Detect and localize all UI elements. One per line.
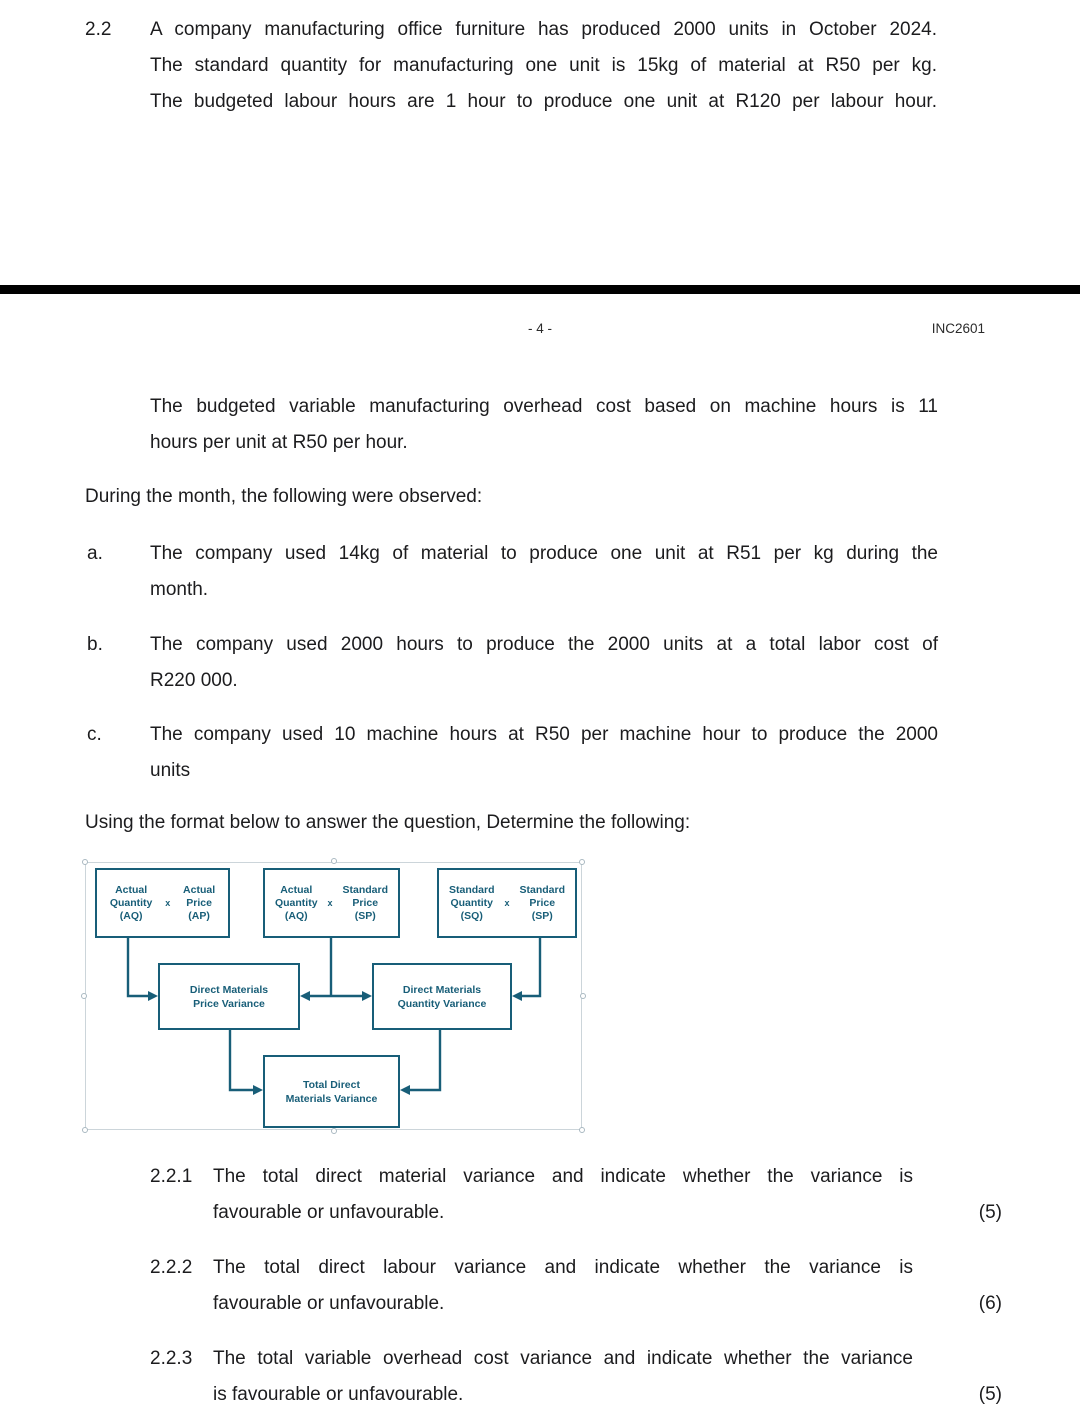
variance-diagram (85, 862, 582, 1130)
intro-line: The standard quantity for manufacturing one unit is 15kg of material at R50 per kg. (150, 55, 937, 76)
box-label-line: Direct Materials (402, 983, 482, 996)
box-label-line: (AP) (188, 909, 210, 922)
box-label-line: Price (352, 896, 379, 909)
box-label-line: Quantity (450, 896, 494, 909)
box-label-line: Price (529, 896, 556, 909)
question-number: 2.2.2 (150, 1257, 193, 1278)
intro-line: A company manufacturing office furniture has produced 2000 units in October 2024. (150, 19, 937, 40)
observed-intro: During the month, the following were observed: (85, 486, 483, 507)
question-marks: (5) (978, 1384, 1002, 1405)
diagram-box-total-variance (263, 1055, 400, 1128)
observation-line: month. (150, 579, 209, 600)
question-number: 2.2.3 (150, 1348, 193, 1369)
question-line: favourable or unfavourable. (213, 1293, 445, 1314)
page-break-divider (0, 285, 1080, 294)
box-label-line: Direct Materials (189, 983, 269, 996)
question-text (213, 1159, 913, 1231)
question-text (213, 1341, 913, 1413)
page-header (0, 321, 1080, 341)
box-label-line: Total Direct (303, 1078, 360, 1091)
box-label-line: (AQ) (284, 909, 308, 922)
box-label-line: Price Variance (193, 997, 265, 1010)
formula-right-operand (519, 884, 565, 923)
multiply-operator: x (327, 897, 333, 908)
box-label-line: Actual (183, 883, 216, 896)
box-label-line: Actual (115, 883, 148, 896)
box-label-line: (AQ) (119, 909, 143, 922)
overhead-line: The budgeted variable manufacturing overhead cost based on machine hours is 11 (150, 396, 938, 417)
observation-line: The company used 10 machine hours at R50 per machine hour to produce the 2000 (150, 724, 938, 745)
formula-left-operand (275, 884, 318, 923)
question-line: The total direct labour variance and indicate whether the variance is (213, 1257, 913, 1278)
formula-left-operand (449, 884, 495, 923)
question-2-2-1 (150, 1159, 1002, 1231)
observation-label-c: c. (87, 724, 102, 745)
multiply-operator: x (504, 897, 510, 908)
question-text (213, 1250, 913, 1322)
box-label-line: Actual (280, 883, 313, 896)
intro-paragraph (150, 12, 937, 120)
observation-b (150, 627, 938, 699)
observation-label-a: a. (87, 543, 103, 564)
question-line: is favourable or unfavourable. (213, 1384, 464, 1405)
question-marks: (5) (978, 1202, 1002, 1223)
box-label-line: Materials Variance (285, 1092, 378, 1105)
course-code: INC2601 (931, 321, 985, 336)
section-number: 2.2 (85, 19, 112, 40)
diagram-box-price-variance (158, 963, 300, 1030)
box-label-line: (SP) (354, 909, 376, 922)
box-label-line: Standard (342, 883, 389, 896)
diagram-box-quantity-variance (372, 963, 512, 1030)
question-2-2-3 (150, 1341, 1002, 1413)
box-label-line: (SQ) (460, 909, 483, 922)
formula-right-operand (343, 884, 389, 923)
observation-a (150, 536, 938, 608)
overhead-line: hours per unit at R50 per hour. (150, 432, 408, 453)
box-label-line: Standard (448, 883, 495, 896)
box-label-line: Standard (519, 883, 565, 896)
box-label-line: Quantity (109, 896, 153, 909)
question-line: favourable or unfavourable. (213, 1202, 445, 1223)
box-label-line: (SP) (531, 909, 553, 922)
observation-line: units (150, 760, 191, 781)
observation-label-b: b. (87, 634, 103, 655)
multiply-operator: x (165, 897, 171, 908)
intro-line: The budgeted labour hours are 1 hour to produce one unit at R120 per labour hour. (150, 91, 937, 112)
question-line: The total variable overhead cost variance and indicate whether the variance (213, 1348, 913, 1369)
observation-c (150, 717, 938, 789)
diagram-box-sq-sp (437, 868, 577, 938)
box-label-line: Quantity Variance (397, 997, 487, 1010)
observation-line: The company used 14kg of material to produce one unit at R51 per kg during the (150, 543, 938, 564)
observation-line: The company used 2000 hours to produce the 2000 units at a total labor cost of (150, 634, 938, 655)
overhead-paragraph (150, 389, 938, 461)
formula-right-operand (183, 884, 215, 923)
question-marks: (6) (978, 1293, 1002, 1314)
formula-left-operand (110, 884, 153, 923)
question-line: The total direct material variance and indicate whether the variance is (213, 1166, 913, 1187)
observation-line: R220 000. (150, 670, 238, 691)
box-label-line: Quantity (274, 896, 318, 909)
diagram-box-aq-ap (95, 868, 230, 938)
page-number: - 4 - (527, 321, 552, 336)
format-intro: Using the format below to answer the question, Determine the following: (85, 812, 691, 833)
question-number: 2.2.1 (150, 1166, 193, 1187)
diagram-box-aq-sp (263, 868, 400, 938)
question-2-2-2 (150, 1250, 1002, 1322)
box-label-line: Price (186, 896, 212, 909)
